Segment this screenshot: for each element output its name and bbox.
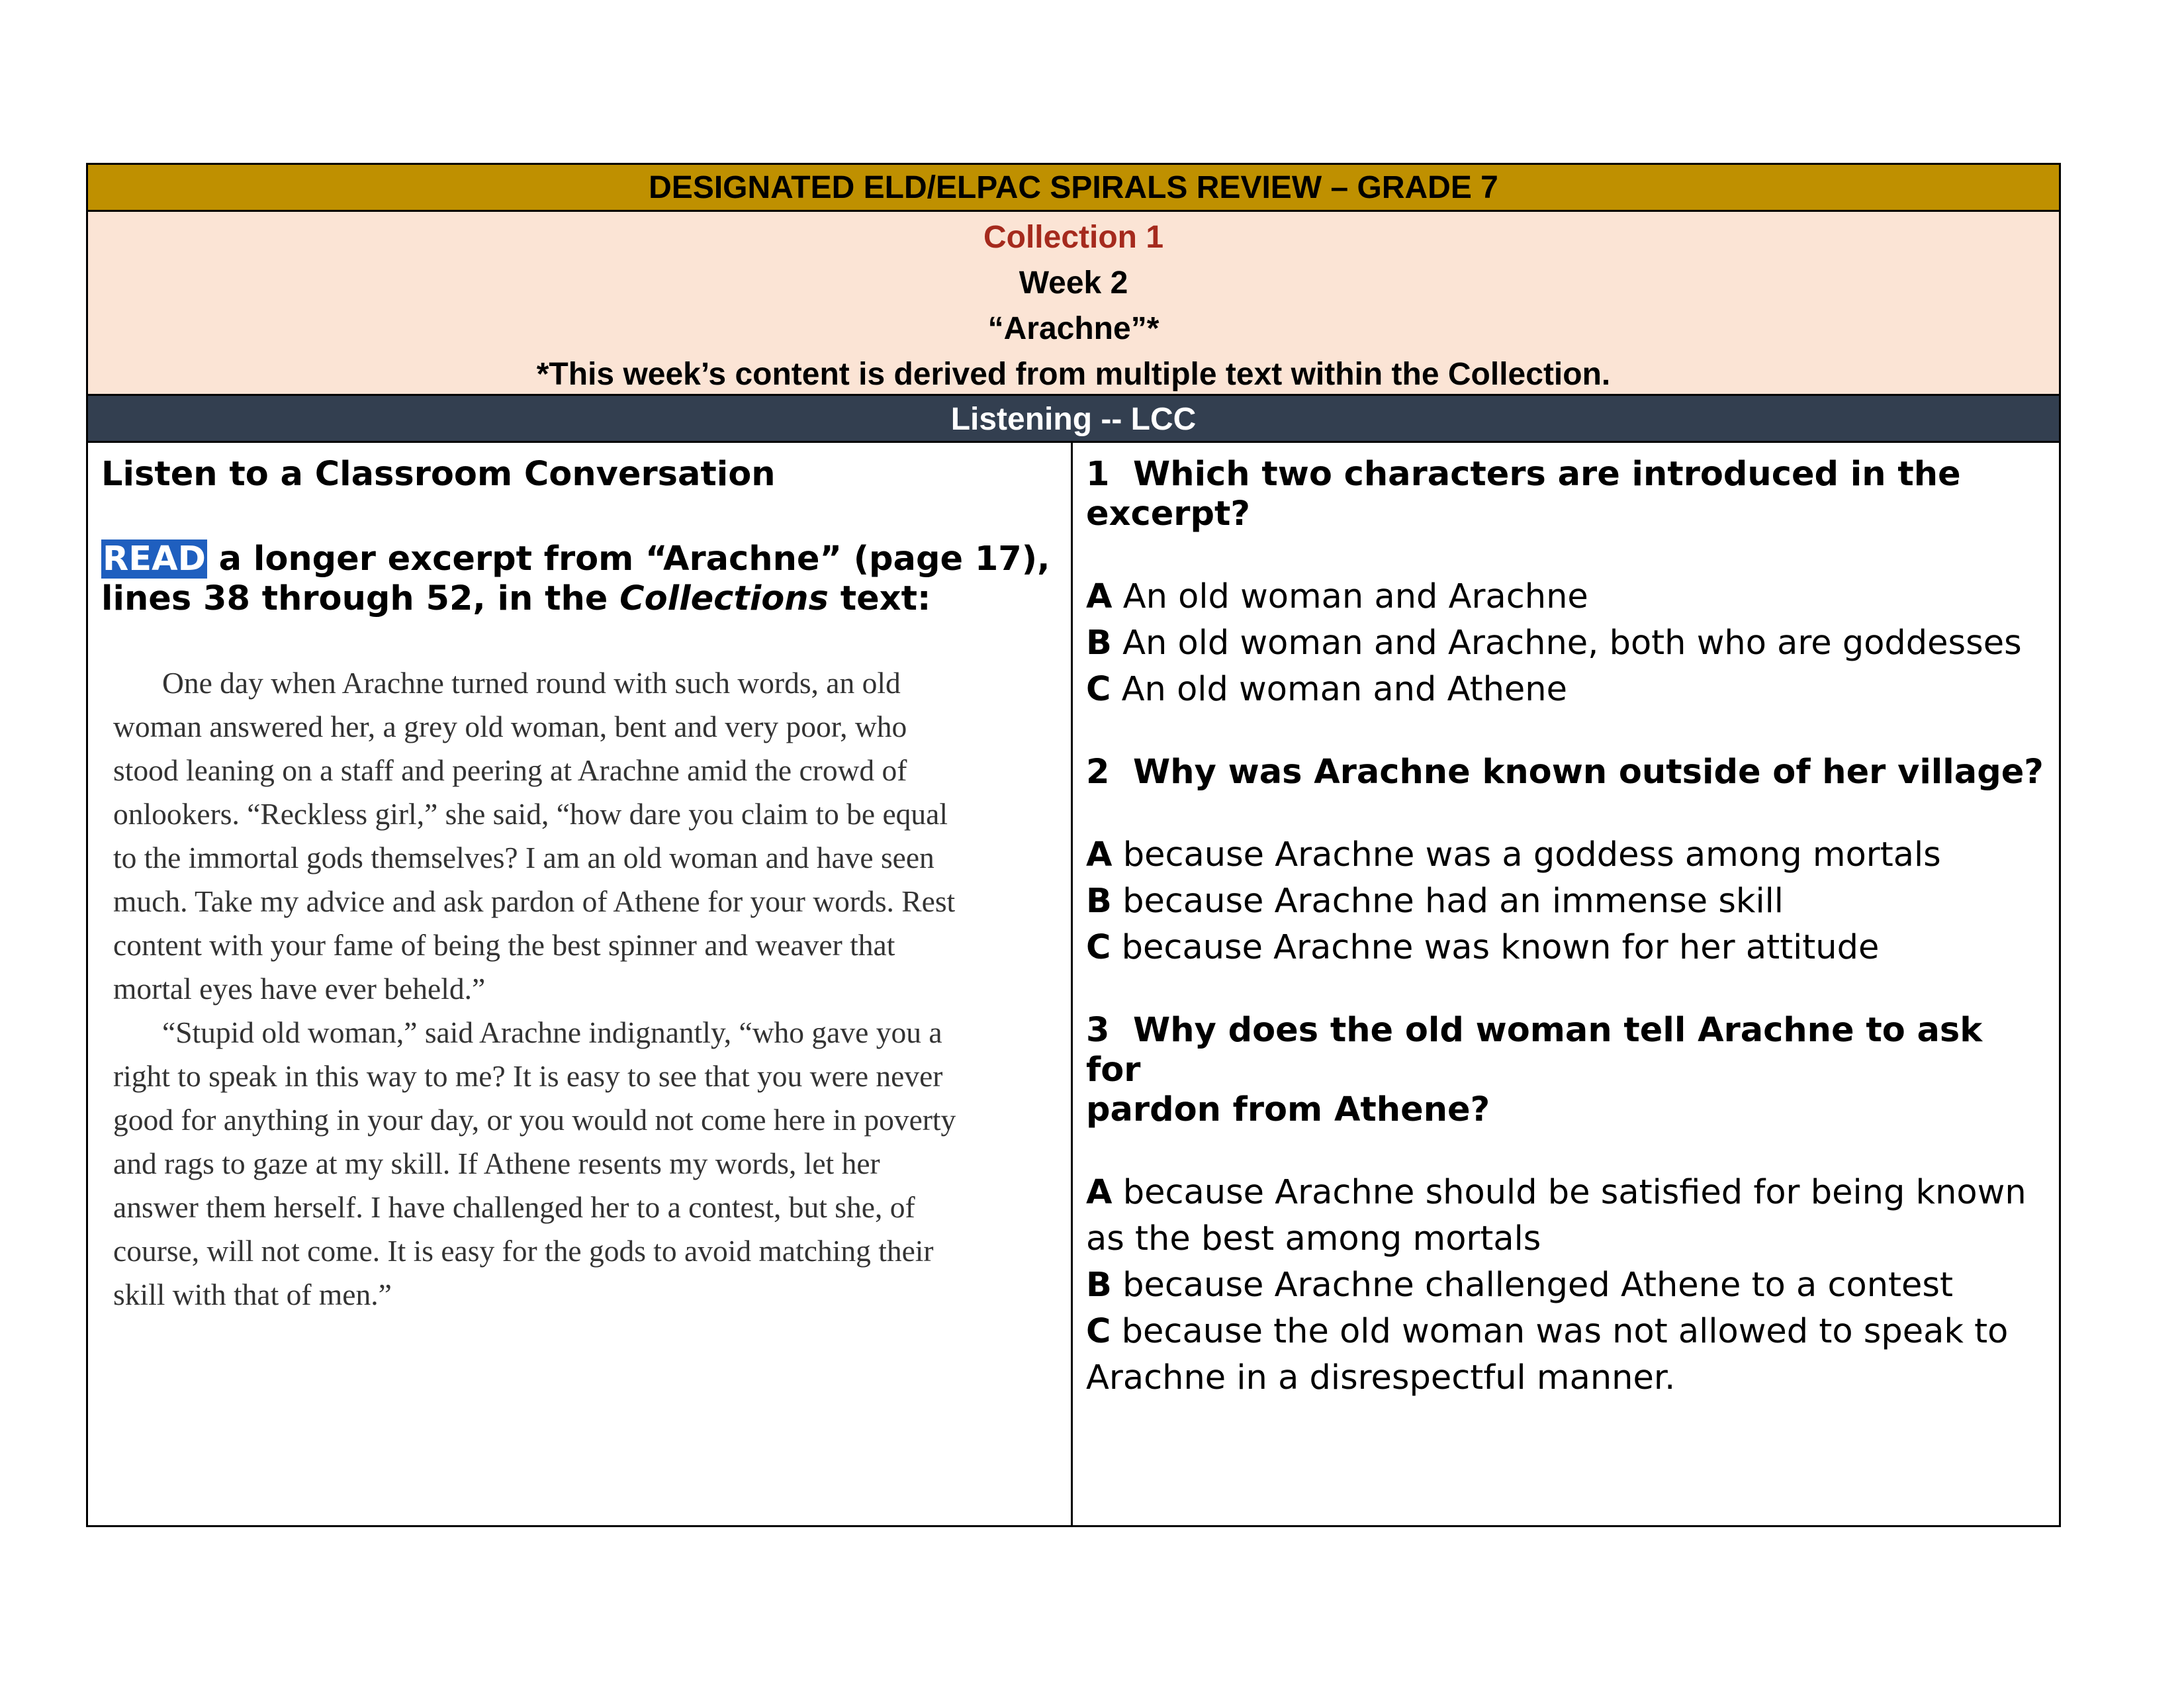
excerpt-line: answer them herself. I have challenged her to a contest, but she, of xyxy=(113,1190,915,1224)
question-text-cont: pardon from Athene? xyxy=(1086,1090,1490,1129)
section-title: Listening -- LCC xyxy=(88,396,2059,443)
question-1-options xyxy=(1086,574,2047,713)
option-letter: B xyxy=(1086,882,1112,921)
excerpt-line: right to speak in this way to me? It is easy to see that you were never xyxy=(113,1059,943,1093)
option-text: because Arachne was known for her attitude xyxy=(1121,928,1880,967)
option-letter: C xyxy=(1086,928,1111,967)
right-column xyxy=(1073,443,2059,1525)
option-letter: C xyxy=(1086,1312,1111,1351)
option-letter: A xyxy=(1086,1173,1113,1212)
answer-option xyxy=(1086,925,2047,971)
option-text: because Arachne was a goddess among mortals xyxy=(1122,835,1941,874)
answer-option xyxy=(1086,832,2047,878)
content-note: *This week’s content is derived from multiple text within the Collection. xyxy=(536,357,1611,392)
excerpt-line: mortal eyes have ever beheld.” xyxy=(113,972,486,1006)
excerpt-passage xyxy=(101,661,1058,1317)
excerpt-line: stood leaning on a staff and peering at Arachne amid the crowd of xyxy=(113,753,907,787)
question-number: 3 xyxy=(1086,1011,1110,1050)
option-text: because the old woman was not allowed to speak to xyxy=(1121,1312,2009,1351)
read-instruction xyxy=(101,539,1058,619)
option-text: An old woman and Arachne, both who are goddesses xyxy=(1122,624,2022,663)
answer-option xyxy=(1086,1170,2047,1216)
option-text: An old woman and Arachne xyxy=(1122,577,1588,616)
review-table xyxy=(86,163,2061,1527)
question-1 xyxy=(1086,455,2047,534)
excerpt-line: “Stupid old woman,” said Arachne indignantly, “who gave you a xyxy=(162,1015,942,1049)
option-letter: C xyxy=(1086,670,1111,709)
question-3 xyxy=(1086,1011,2047,1130)
question-text: Why was Arachne known outside of her village? xyxy=(1133,753,2044,792)
week-label: Week 2 xyxy=(1019,265,1128,301)
excerpt-line: much. Take my advice and ask pardon of Athene for your words. Rest xyxy=(113,884,956,918)
read-instruction-rest: a longer excerpt from “Arachne” (page 17), xyxy=(206,539,1050,579)
answer-option xyxy=(1086,878,2047,925)
question-number: 2 xyxy=(1086,753,1110,792)
question-text: Which two characters are introduced in the xyxy=(1133,455,1961,494)
answer-option xyxy=(1086,1309,2047,1355)
collections-italic: Collections xyxy=(619,579,829,618)
collection-label: Collection 1 xyxy=(983,220,1164,255)
question-number: 1 xyxy=(1086,455,1110,494)
question-2 xyxy=(1086,753,2047,792)
answer-option xyxy=(1086,667,2047,713)
read-line2-a: lines 38 through 52, in the xyxy=(101,579,620,618)
option-text: because Arachne should be satisfied for being known xyxy=(1122,1173,2026,1212)
read-highlight: READ xyxy=(103,539,206,579)
option-text-cont: as the best among mortals xyxy=(1086,1219,1541,1258)
option-letter: A xyxy=(1086,577,1113,616)
option-text: An old woman and Athene xyxy=(1121,670,1567,709)
excerpt-line: onlookers. “Reckless girl,” she said, “how dare you claim to be equal xyxy=(113,797,948,831)
answer-option xyxy=(1086,1262,2047,1309)
option-text-cont: Arachne in a disrespectful manner. xyxy=(1086,1358,1676,1397)
answer-option xyxy=(1086,620,2047,667)
activity-heading: Listen to a Classroom Conversation xyxy=(101,455,776,494)
option-letter: A xyxy=(1086,835,1113,874)
option-text: because Arachne had an immense skill xyxy=(1122,882,1784,921)
read-line2-b: text: xyxy=(828,579,931,618)
option-text: because Arachne challenged Athene to a contest xyxy=(1122,1266,1953,1305)
excerpt-line: and rags to gaze at my skill. If Athene resents my words, let her xyxy=(113,1147,880,1180)
excerpt-line: to the immortal gods themselves? I am an old woman and have seen xyxy=(113,841,934,874)
document-title: DESIGNATED ELD/ELPAC SPIRALS REVIEW – GRADE 7 xyxy=(88,165,2059,212)
story-title: “Arachne”* xyxy=(987,311,1160,346)
content-columns xyxy=(88,443,2059,1525)
option-letter: B xyxy=(1086,1266,1112,1305)
collection-header xyxy=(88,212,2059,396)
excerpt-line: good for anything in your day, or you would not come here in poverty xyxy=(113,1103,956,1137)
question-text-cont: excerpt? xyxy=(1086,494,1250,534)
excerpt-line: skill with that of men.” xyxy=(113,1278,392,1311)
question-text: Why does the old woman tell Arachne to ask for xyxy=(1086,1011,1983,1090)
excerpt-line: course, will not come. It is easy for the gods to avoid matching their xyxy=(113,1234,934,1268)
answer-option xyxy=(1086,574,2047,620)
excerpt-line: woman answered her, a grey old woman, bent and very poor, who xyxy=(113,710,907,743)
excerpt-line: content with your fame of being the best spinner and weaver that xyxy=(113,928,895,962)
option-letter: B xyxy=(1086,624,1112,663)
question-3-options xyxy=(1086,1170,2047,1401)
question-2-options xyxy=(1086,832,2047,971)
left-column xyxy=(88,443,1073,1525)
excerpt-line: One day when Arachne turned round with such words, an old xyxy=(162,666,901,700)
